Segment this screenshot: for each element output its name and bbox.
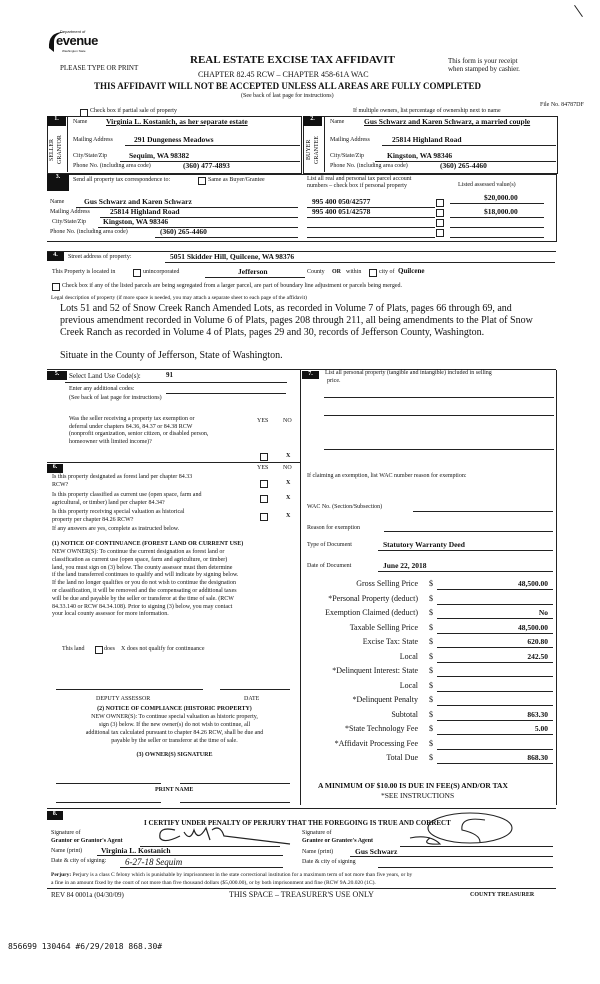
- treasurer-space-label: THIS SPACE – TREASURER'S USE ONLY: [229, 890, 374, 899]
- parcel-value[interactable]: $20,000.00: [484, 193, 518, 202]
- corr-city-label: City/State/Zip: [52, 219, 86, 225]
- grantor-name[interactable]: Virginia L. Kostanich: [101, 846, 171, 855]
- no-header: NO: [283, 465, 292, 471]
- amount-label: Subtotal: [391, 709, 418, 719]
- logo-word: evenue: [56, 33, 98, 48]
- grantee-name-label: Name (print): [302, 849, 334, 855]
- warning-line: THIS AFFIDAVIT WILL NOT BE ACCEPTED UNLESS ALL AREAS ARE FULLY COMPLETED: [94, 81, 482, 91]
- file-no: File No. 84787DF: [540, 102, 584, 108]
- amount-value[interactable]: 242.50: [527, 651, 548, 661]
- parcel-number[interactable]: 995 400 050/42577: [312, 197, 371, 206]
- multiple-owners-note: If multiple owners, list percentage of ownership next to name: [353, 108, 501, 114]
- please-type: PLEASE TYPE OR PRINT: [60, 64, 139, 72]
- grantor-date[interactable]: 6-27-18 Sequim: [125, 857, 183, 867]
- forest-no-mark[interactable]: X: [286, 480, 291, 486]
- this-land-label: This land: [62, 646, 85, 652]
- buyer-city[interactable]: Kingston, WA 98346: [387, 151, 453, 160]
- grantor-signature[interactable]: [150, 822, 300, 846]
- amount-value[interactable]: 48,500.00: [518, 579, 548, 588]
- county-value[interactable]: Jefferson: [238, 267, 268, 276]
- amount-label: Taxable Selling Price: [349, 622, 418, 632]
- notice-line: additional tax calculated pursuant to chapter 84.26 RCW, shall be due and: [85, 730, 264, 736]
- owner-signature-label: (3) OWNER(S) SIGNATURE: [136, 752, 213, 758]
- notice-line: If the land no longer qualifies or you do not wish to continue the designation: [52, 580, 236, 587]
- buyer-side-label: [305, 130, 321, 170]
- exemption-no-mark[interactable]: X: [286, 453, 291, 459]
- question-line: (nonprofit organization, senior citizen, or disabled person,: [69, 431, 209, 437]
- corr-phone[interactable]: (360) 265-4460: [160, 227, 207, 236]
- grantee-name[interactable]: Gus Schwarz: [355, 847, 398, 856]
- parcels-label-1: List all real and personal tax parcel account: [307, 176, 412, 182]
- property-street[interactable]: 5051 Skidder Hill, Quilcene, WA 98376: [170, 252, 295, 261]
- logo-sub: Washington State: [62, 49, 86, 53]
- question-line: RCW?: [52, 481, 69, 488]
- seller-name[interactable]: Virginia L. Kostanich, as her separate estate: [106, 117, 248, 126]
- grantee-label: GRANTEE: [314, 136, 320, 164]
- currency-symbol: $: [429, 622, 433, 632]
- see-instructions: *SEE INSTRUCTIONS: [381, 791, 455, 800]
- currency-symbol: $: [429, 579, 433, 588]
- legal-label: Legal description of property (if more space is needed, you may attach a separate sheet to each page of the affidavit): [51, 295, 307, 301]
- unincorporated-label: unincorporated: [143, 269, 180, 275]
- buyer-phone[interactable]: (360) 265-4460: [440, 161, 487, 170]
- historic-yes-checkbox[interactable]: [260, 513, 268, 521]
- grantor-date-label: Date & city of signing:: [51, 858, 107, 864]
- amount-label: *Delinquent Penalty: [352, 695, 418, 704]
- perjury-line: Perjury is a class C felony which is punishable by imprisonment in the state correctional institution for a maximum term of not more than five years, or by: [71, 872, 413, 878]
- buyer-label: BUYER: [306, 139, 312, 161]
- corr-phone-label: Phone No. (including area code): [50, 229, 128, 235]
- personal-property-checkbox[interactable]: [436, 199, 444, 207]
- question-line: property per chapter 84.26 RCW?: [52, 516, 134, 523]
- logo-dept-text: Department of: [60, 29, 86, 34]
- corr-name[interactable]: Gus Schwarz and Karen Schwarz: [84, 197, 192, 206]
- notice-line: NEW OWNER(S): To continue special valuation as historic property,: [91, 714, 258, 720]
- section-5-number: 5.: [47, 371, 67, 380]
- receipt-note-1: This form is your receipt: [448, 57, 518, 65]
- notice-line: payable by the seller or transferor at the time of sale.: [111, 738, 238, 744]
- notice-continuance-text: [52, 549, 294, 619]
- amount-label: Local: [399, 651, 418, 661]
- reason-input[interactable]: [384, 531, 553, 532]
- legal-line: previous amendment recorded in Volume 6 of Plats, pages 208 through 211, all being amendments to the Plat of Snow: [60, 315, 533, 326]
- amount-value[interactable]: 5.00: [534, 724, 548, 733]
- currency-symbol: $: [429, 637, 433, 646]
- personal-property-checkbox[interactable]: [436, 229, 444, 237]
- amount-label: Total Due: [386, 753, 418, 762]
- historic-no-mark[interactable]: X: [286, 513, 291, 519]
- amount-label: Excise Tax: State: [362, 637, 418, 646]
- section-4-number: 4.: [47, 252, 64, 261]
- question-line: agricultural, or timber) land per chapter 84.34?: [52, 499, 165, 506]
- question-line: homeowner with limited income)?: [69, 438, 152, 445]
- amount-label: Exemption Claimed (deduct): [325, 608, 418, 617]
- amount-value[interactable]: 620.80: [527, 637, 548, 646]
- doc-type[interactable]: Statutory Warranty Deed: [383, 540, 465, 549]
- personal-property-checkbox[interactable]: [436, 209, 444, 217]
- section-8-number: 8.: [47, 811, 63, 820]
- wac-label: WAC No. (Section/Subsection): [307, 504, 383, 510]
- certify-statement: I CERTIFY UNDER PENALTY OF PERJURY THAT THE FOREGOING IS TRUE AND CORRECT: [144, 819, 451, 827]
- exemption-yes-checkbox[interactable]: [260, 453, 268, 461]
- notice-compliance-title: (2) NOTICE OF COMPLIANCE (HISTORIC PROPERTY): [97, 706, 252, 712]
- corr-mail[interactable]: 25814 Highland Road: [110, 207, 180, 216]
- corr-name-label: Name: [50, 199, 65, 205]
- currency-symbol: $: [429, 666, 433, 675]
- notice-line: land, you must sign on (3) below. The county assessor must then determine: [52, 564, 233, 571]
- yes-header: YES: [257, 465, 269, 471]
- does-qualify-checkbox[interactable]: [95, 646, 103, 654]
- currency-symbol: $: [429, 651, 433, 661]
- buyer-name[interactable]: Gus Schwarz and Karen Schwarz, a married couple: [364, 117, 531, 126]
- question-line: Was the seller receiving a property tax exemption or: [69, 416, 195, 422]
- cashier-stamp: 856699 130464 #6/29/2018 868.30#: [8, 942, 163, 951]
- parcels-label-2: numbers – check box if personal property: [307, 183, 407, 189]
- reason-label: Reason for exemption: [307, 525, 360, 531]
- currency-symbol: $: [429, 738, 433, 748]
- historic-question: [52, 509, 184, 524]
- forest-question: [52, 474, 192, 489]
- seller-city-label: City/State/Zip: [73, 153, 107, 159]
- same-as-buyer-checkbox[interactable]: [198, 177, 206, 185]
- corr-mail-label: Mailing Address: [50, 209, 90, 215]
- notice-compliance: [52, 705, 297, 759]
- located-label: This Property is located in: [52, 269, 116, 275]
- buyer-mail[interactable]: 25814 Highland Road: [392, 135, 462, 144]
- segregated-label: Check box if any of the listed parcels are being segregated from a larger parcel, are part of boundary line adjustment or parcels being merged.: [62, 283, 402, 289]
- parcel-number[interactable]: 995 400 051/42578: [312, 207, 371, 216]
- perjury-note: [51, 872, 412, 887]
- amount-label: *Personal Property (deduct): [328, 593, 418, 603]
- date-label: DATE: [244, 696, 260, 702]
- send-correspondence-label: Send all property tax correspondence to:: [73, 177, 171, 183]
- corner-mark: [574, 5, 583, 17]
- personal-property-label-2: price.: [327, 378, 341, 384]
- exemption-label: If claiming an exemption, list WAC number reason for exemption:: [307, 473, 467, 479]
- seller-phone[interactable]: (360) 477-4893: [183, 161, 230, 170]
- amount-value[interactable]: No: [538, 608, 548, 617]
- or-label: OR: [332, 269, 341, 275]
- doc-date[interactable]: June 22, 2018: [383, 561, 427, 570]
- amount-value[interactable]: 863.30: [527, 709, 548, 719]
- revision-code: REV 84 0001a (04/30/09): [51, 891, 124, 899]
- unincorporated-checkbox[interactable]: [133, 269, 141, 277]
- legal-description[interactable]: [60, 303, 533, 362]
- does-not-qualify[interactable]: X does not qualify for continuance: [121, 646, 205, 652]
- section-1-number: 1.: [47, 116, 66, 126]
- current-use-yes-checkbox[interactable]: [260, 495, 268, 503]
- notice-line: will be due and payable by the seller or transferor at the time of sale. (RCW: [52, 595, 234, 602]
- currency-symbol: $: [429, 593, 433, 603]
- seller-mail-label: Mailing Address: [73, 137, 113, 143]
- amount-label: Gross Selling Price: [356, 579, 418, 588]
- seller-label: SELLER: [49, 139, 55, 161]
- question-line: deferral under chapters 84.36, 84.37 or 84.38 RCW: [69, 423, 193, 430]
- partial-sale-label: Check box if partial sale of property: [90, 108, 177, 114]
- seller-name-label: Name: [73, 119, 88, 125]
- corr-city[interactable]: Kingston, WA 98346: [103, 217, 169, 226]
- seller-phone-label: Phone No. (including area code): [73, 163, 151, 169]
- notice-line: sign (3) below. If the new owner(s) do not wish to continue, all: [98, 722, 251, 728]
- grantee-sig-label: Signature of: [302, 830, 332, 836]
- no-header: NO: [283, 418, 292, 424]
- notice-line: 84.33.140 or RCW 84.34.108). Prior to signing (3) below, you may contact: [52, 603, 233, 610]
- currency-symbol: $: [429, 753, 433, 762]
- personal-property-checkbox[interactable]: [436, 219, 444, 227]
- city-of-label: city of: [379, 269, 395, 275]
- currency-symbol: $: [429, 608, 433, 617]
- currency-symbol: $: [429, 680, 433, 690]
- receipt-note-2: when stamped by cashier.: [448, 65, 520, 73]
- within-label: within: [346, 269, 362, 275]
- notice-continuance-title: (1) NOTICE OF CONTINUANCE (FOREST LAND OR CURRENT USE): [52, 541, 244, 547]
- grantee-agent-label: Grantee or Grantee's Agent: [302, 838, 374, 844]
- segregated-checkbox[interactable]: [52, 283, 60, 291]
- doc-date-label: Date of Document: [307, 563, 352, 569]
- perjury-bold: Perjury:: [51, 872, 72, 878]
- city-checkbox[interactable]: [369, 269, 377, 277]
- chapter-line: CHAPTER 82.45 RCW – CHAPTER 458-61A WAC: [198, 70, 369, 79]
- grantor-sig-label: Signature of: [51, 830, 81, 836]
- exemption-question: [69, 416, 208, 446]
- if-yes-note: If any answers are yes, complete as instructed below.: [52, 526, 180, 532]
- doc-type-label: Type of Document: [307, 542, 352, 548]
- seller-mail[interactable]: 291 Dungeness Meadows: [134, 135, 214, 144]
- grantor-label: GRANTOR: [57, 135, 63, 165]
- legal-line: Lots 51 and 52 of Snow Creek Ranch Amended Lots, as recorded in Volume 7 of Plats, pages 66 through 69, and: [60, 303, 512, 314]
- land-use-code[interactable]: 91: [166, 371, 173, 379]
- notice-line: your local county assessor for more information.: [52, 611, 169, 618]
- seller-side-label: [48, 130, 64, 170]
- minimum-note: A MINIMUM OF $10.00 IS DUE IN FEE(S) AND/OR TAX: [318, 781, 508, 790]
- grantee-date-input[interactable]: [378, 867, 553, 868]
- buyer-city-label: City/State/Zip: [330, 153, 364, 159]
- buyer-phone-label: Phone No. (including area code): [330, 163, 408, 169]
- additional-codes-label: Enter any additional codes:: [69, 386, 135, 392]
- deputy-assessor-label: DEPUTY ASSESSOR: [96, 696, 151, 702]
- personal-property-label: List all personal property (tangible and intangible) included in selling: [325, 370, 492, 376]
- notice-line: if the land transferred continues to qualify and will indicate by signing below.: [52, 572, 239, 579]
- same-as-buyer-label: Same as Buyer/Grantee: [208, 177, 265, 183]
- question-line: Is this property designated as forest land per chapter 84.33: [52, 474, 193, 480]
- current-use-no-mark[interactable]: X: [286, 495, 291, 501]
- notice-line: classification as current use (open space, farm and agriculture, or timber): [52, 556, 228, 563]
- wac-input[interactable]: [413, 511, 553, 512]
- amount-label: *Delinquent Interest: State: [332, 666, 418, 675]
- notice-line: or classification, it will be removed and the compensating or additional taxes: [52, 587, 237, 594]
- county-label: County: [307, 269, 325, 275]
- section-3-number: 3.: [47, 174, 69, 191]
- perjury-line: a fine in an amount fixed by the court of not more than five thousand dollars ($5,000.00), or by both imprisonment and fine (RCW 9A.20.020 (1C).: [51, 879, 376, 886]
- grantor-name-label: Name (print): [51, 848, 83, 854]
- question-line: Is this property receiving special valuation as historical: [52, 509, 185, 515]
- grantee-signature[interactable]: [400, 810, 530, 846]
- see-back: (See back of last page for instructions): [241, 93, 334, 99]
- legal-line: Creek Ranch as recorded in Volume 4 of Plats, pages 29 and 30, records of Jefferson County, Washington.: [60, 327, 485, 338]
- city-value[interactable]: Quilcene: [398, 267, 425, 275]
- section-2-number: 2.: [303, 116, 322, 126]
- question-line: Is this property classified as current use (open space, farm and: [52, 492, 202, 498]
- grantor-agent-label: Grantor or Grantor's Agent: [51, 838, 123, 844]
- forest-yes-checkbox[interactable]: [260, 480, 268, 488]
- grantee-date-label: Date & city of signing: [302, 859, 356, 865]
- yes-header: YES: [257, 418, 269, 424]
- currency-symbol: $: [429, 695, 433, 704]
- currency-symbol: $: [429, 724, 433, 733]
- amount-label: Local: [399, 680, 418, 690]
- current-use-question: [52, 492, 201, 507]
- parcel-value[interactable]: $18,000.00: [484, 207, 518, 216]
- street-label: Street address of property:: [68, 254, 132, 260]
- buyer-name-label: Name: [330, 119, 345, 125]
- currency-symbol: $: [429, 709, 433, 719]
- amount-value[interactable]: 48,500.00: [518, 622, 548, 632]
- form-title: REAL ESTATE EXCISE TAX AFFIDAVIT: [190, 54, 395, 66]
- amount-label: *Affidavit Processing Fee: [334, 738, 418, 748]
- county-treasurer-label: COUNTY TREASURER: [470, 892, 535, 898]
- amount-label: *State Technology Fee: [344, 724, 418, 733]
- amount-value[interactable]: 868.30: [527, 753, 548, 762]
- section-7-number: 7.: [302, 371, 319, 379]
- does-label: does: [104, 646, 115, 652]
- situate-line: Situate in the County of Jefferson, State of Washington.: [60, 350, 283, 361]
- revenue-logo: [46, 28, 106, 56]
- notice-line: NEW OWNER(S): To continue the current designation as forest land or: [52, 549, 225, 555]
- section-6-number: 6.: [47, 464, 63, 473]
- see-back-instructions: (See back of last page for instructions): [69, 395, 162, 401]
- assessed-label: Listed assessed value(s): [458, 182, 516, 188]
- seller-city[interactable]: Sequim, WA 98382: [129, 151, 190, 160]
- buyer-mail-label: Mailing Address: [330, 137, 370, 143]
- print-name-label: PRINT NAME: [155, 787, 194, 793]
- land-use-label: Select Land Use Code(s):: [69, 372, 141, 380]
